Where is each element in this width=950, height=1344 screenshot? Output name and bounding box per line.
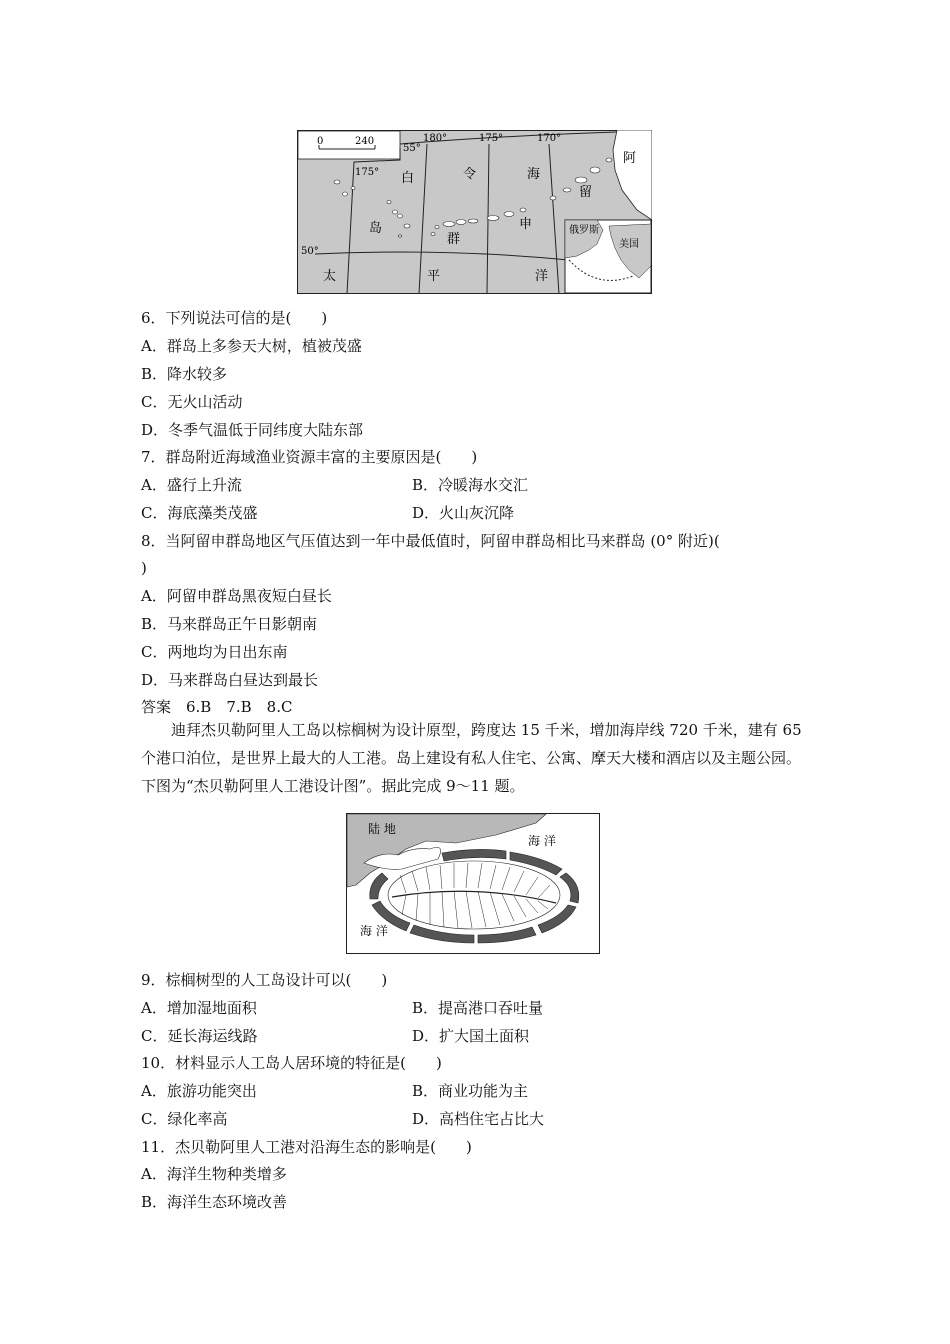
- map-label-hai: 海: [527, 167, 541, 182]
- q7-option-c: C．海底藻类茂盛: [141, 504, 258, 522]
- map-label-liu: 留: [579, 185, 593, 200]
- passage-text: 迪拜杰贝勒阿里人工岛以棕榈树为设计原型，跨度达 15 千米，增加海岸线 720 千米，建有 65 个港口泊位，是世界上最大的人工港。岛上建设有私人住宅、公寓、摩天大楼和酒店以及主题公园。下图为“杰贝勒阿里人工港设计图”。据此完成 9～11 题。: [141, 721, 802, 795]
- palm-land-label: 陆 地: [368, 822, 396, 836]
- map-label-shen: 申: [519, 217, 533, 232]
- inset-russia-label: 俄罗斯: [569, 225, 599, 236]
- aleutian-map-figure: [297, 130, 652, 294]
- scale-start: 0: [317, 136, 324, 147]
- q11-option-a: A．海洋生物种类增多: [141, 1165, 287, 1183]
- lon-175-left-label: 175°: [355, 167, 380, 178]
- palm-island-figure: [346, 813, 600, 954]
- map-label-ping: 平: [427, 269, 441, 284]
- q11-option-b: B．海洋生态环境改善: [141, 1193, 288, 1211]
- lon-170-label: 170°: [537, 133, 562, 144]
- map-label-dao: 岛: [369, 221, 383, 236]
- q9-option-c: C．延长海运线路: [141, 1027, 258, 1045]
- map-label-ling: 令: [463, 167, 477, 182]
- q10-option-d: D．高档住宅占比大: [412, 1110, 545, 1128]
- q6-stem: 6．下列说法可信的是( ): [141, 309, 328, 327]
- q7-option-b: B．冷暖海水交汇: [412, 476, 529, 494]
- q10-option-a: A．旅游功能突出: [141, 1082, 257, 1100]
- q6-option-b: B．降水较多: [141, 365, 228, 383]
- q11-stem: 11．杰贝勒阿里人工港对沿海生态的影响是( ): [141, 1138, 472, 1156]
- q8-stem: 8．当阿留申群岛地区气压值达到一年中最低值时，阿留申群岛相比马来群岛 (0° 附近)(: [141, 532, 720, 550]
- q10-stem: 10．材料显示人工岛人居环境的特征是( ): [141, 1054, 442, 1072]
- lat-50-label: 50°: [301, 246, 319, 257]
- lon-180-label: 180°: [423, 133, 448, 144]
- q6-option-a: A．群岛上多参天大树，植被茂盛: [141, 337, 362, 355]
- q9-option-d: D．扩大国土面积: [412, 1027, 530, 1045]
- scale-end: 240: [355, 136, 375, 147]
- q8-stem-continued: ): [141, 559, 147, 577]
- q7-option-a: A．盛行上升流: [141, 476, 242, 494]
- q7-option-d: D．火山灰沉降: [412, 504, 515, 522]
- palm-sea-top-label: 海 洋: [528, 834, 556, 848]
- lat-55-label: 55°: [403, 143, 421, 154]
- q9-option-b: B．提高港口吞吐量: [412, 999, 544, 1017]
- q9-stem: 9．棕榈树型的人工岛设计可以( ): [141, 971, 388, 989]
- map-label-tai: 太: [323, 269, 337, 284]
- q8-option-d: D．马来群岛白昼达到最长: [141, 671, 319, 689]
- map-label-qun: 群: [447, 232, 461, 247]
- scale-box: [298, 131, 400, 159]
- q8-option-a: A．阿留申群岛黑夜短白昼长: [141, 587, 332, 605]
- q8-option-c: C．两地均为日出东南: [141, 643, 288, 661]
- lon-175-top-label: 175°: [479, 133, 504, 144]
- map-label-bai: 白: [401, 171, 415, 186]
- palm-sea-bottom-label: 海 洋: [360, 924, 388, 938]
- q9-option-a: A．增加湿地面积: [141, 999, 257, 1017]
- q10-option-b: B．商业功能为主: [412, 1082, 529, 1100]
- q10-option-c: C．绿化率高: [141, 1110, 228, 1128]
- map-label-yang: 洋: [535, 269, 549, 284]
- answer-line: 答案 6.B 7.B 8.C: [141, 698, 293, 716]
- q7-stem: 7．群岛附近海域渔业资源丰富的主要原因是( ): [141, 448, 478, 466]
- q6-option-d: D．冬季气温低于同纬度大陆东部: [141, 421, 364, 439]
- map-label-a: 阿: [623, 151, 637, 166]
- q8-option-b: B．马来群岛正午日影朝南: [141, 615, 318, 633]
- inset-usa-label: 美国: [619, 239, 639, 250]
- q6-option-c: C．无火山活动: [141, 393, 243, 411]
